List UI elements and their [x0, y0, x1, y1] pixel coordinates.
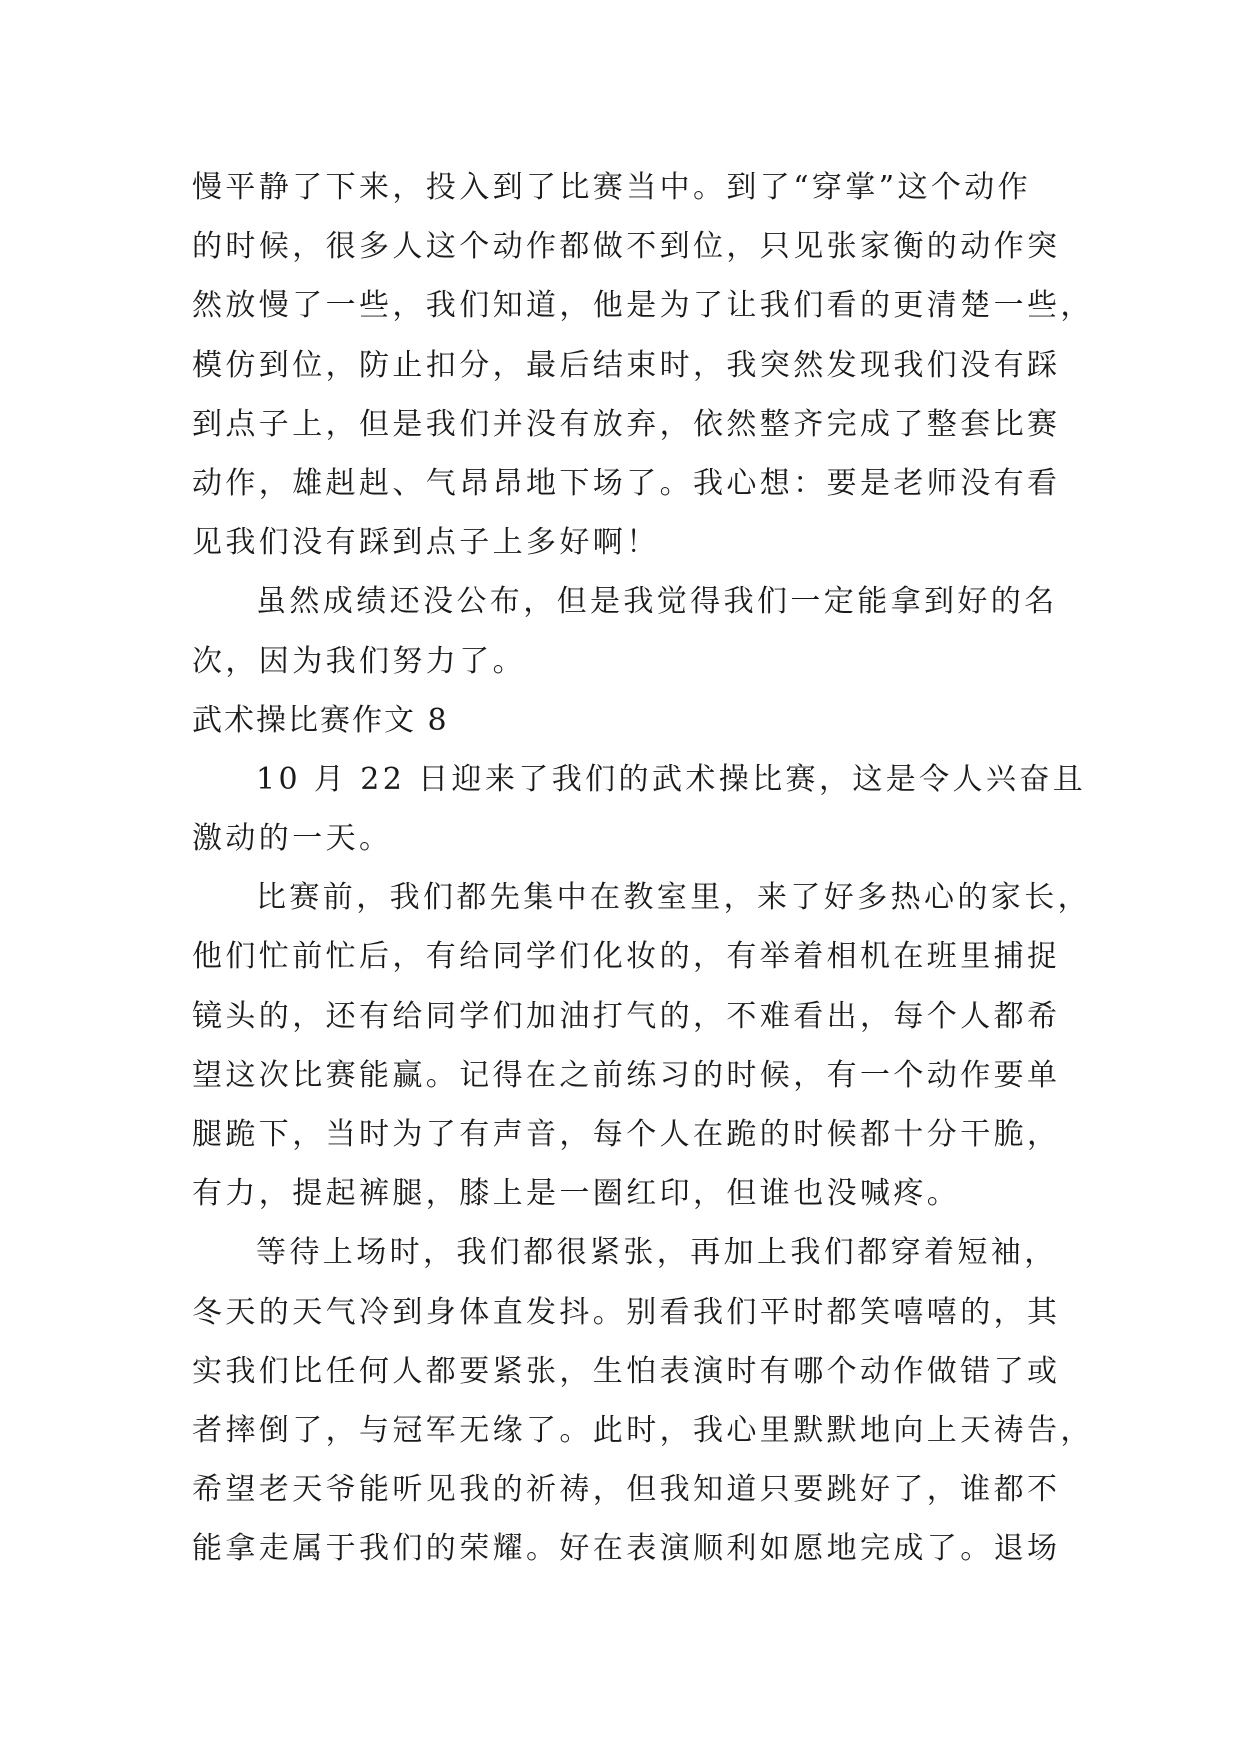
text-line: 激动的一天。 — [192, 821, 393, 857]
text-line: 次，因为我们努力了。 — [192, 643, 526, 679]
text-line: 慢平静了下来，投入到了比赛当中。到了“穿掌”这个动作 — [192, 170, 1032, 205]
text-line: 见我们没有踩到点子上多好啊！ — [192, 525, 660, 561]
text-line: 者摔倒了，与冠军无缘了。此时，我心里默默地向上天祷告， — [192, 1412, 1094, 1448]
text-line: 冬天的天气冷到身体直发抖。别看我们平时都笑嘻嘻的，其 — [192, 1294, 1061, 1330]
document-body — [192, 158, 1094, 1579]
text-line: 望这次比赛能赢。记得在之前练习的时候，有一个动作要单 — [192, 1057, 1061, 1093]
text-line: 有力，提起裤腿，膝上是一圈红印，但谁也没喊疼。 — [192, 1176, 961, 1212]
text-line: 到点子上，但是我们并没有放弃，依然整齐完成了整套比赛 — [192, 406, 1061, 442]
text-line: 能拿走属于我们的荣耀。好在表演顺利如愿地完成了。退场 — [192, 1531, 1061, 1567]
text-line: 希望老天爷能听见我的祈祷，但我知道只要跳好了，谁都不 — [192, 1472, 1061, 1508]
paragraph-first-line: 虽然成绩还没公布，但是我觉得我们一定能拿到好的名 — [256, 584, 1058, 620]
text-line: 模仿到位，防止扣分，最后结束时，我突然发现我们没有踩 — [192, 347, 1061, 383]
paragraph-first-line: 10 月 22 日迎来了我们的武术操比赛，这是令人兴奋且 — [256, 761, 1087, 797]
text-line: 他们忙前忙后，有给同学们化妆的，有举着相机在班里捕捉 — [192, 939, 1061, 975]
text-line: 然放慢了一些，我们知道，他是为了让我们看的更清楚一些， — [192, 288, 1094, 324]
paragraph-first-line: 比赛前，我们都先集中在教室里，来了好多热心的家长， — [256, 880, 1091, 916]
text-line: 腿跪下，当时为了有声音，每个人在跪的时候都十分干脆， — [192, 1117, 1061, 1152]
section-heading: 武术操比赛作文 8 — [192, 702, 449, 738]
text-line: 动作，雄赳赳、气昂昂地下场了。我心想：要是老师没有看 — [192, 465, 1061, 501]
paragraph-first-line: 等待上场时，我们都很紧张，再加上我们都穿着短袖， — [256, 1235, 1058, 1271]
text-line: 实我们比任何人都要紧张，生怕表演时有哪个动作做错了或 — [192, 1353, 1061, 1389]
text-line: 的时候，很多人这个动作都做不到位，只见张家衡的动作突 — [192, 229, 1061, 265]
text-line: 镜头的，还有给同学们加油打气的，不难看出，每个人都希 — [192, 998, 1061, 1034]
